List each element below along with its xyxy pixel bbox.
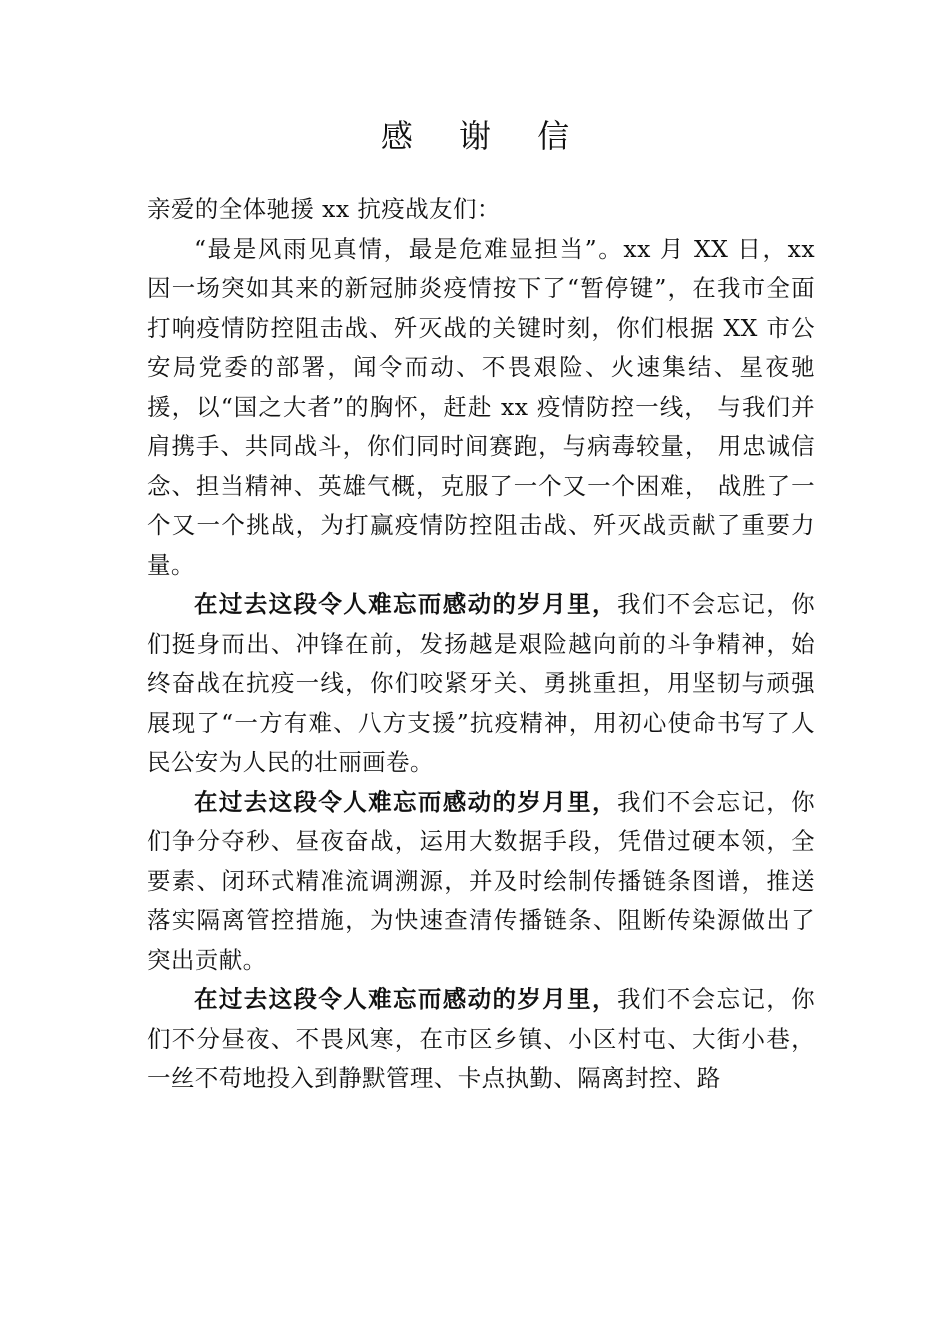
paragraph-2-text: 我们不会忘记，你们挺身而出、冲锋在前，发扬越是艰险越向前的斗争精神，始终奋战在抗疫一线，你们咬紧牙关、勇挑重担，用坚韧与顽强展现了“一方有难、八方支援”抗疫精神，用初心使命书写了人民公安为人民的壮丽画卷。 <box>147 590 815 776</box>
paragraph-2 <box>147 585 815 783</box>
salutation: 亲爱的全体驰援 xx 抗疫战友们： <box>147 195 501 223</box>
paragraph-3-text: 我们不会忘记，你们争分夺秒、昼夜奋战，运用大数据手段，凭借过硬本领，全要素、闭环式精准流调溯源，并及时绘制传播链条图谱，推送落实隔离管控措施，为快速查清传播链条、阻断传染源做出了突出贡献。 <box>147 787 815 974</box>
paragraph-1 <box>147 230 815 586</box>
paragraph-4-text: 我们不会忘记，你们不分昼夜、不畏风寒，在市区乡镇、小区村屯、大街小巷，一丝不苟地投入到静默管理、卡点执勤、隔离封控、路 <box>147 985 815 1092</box>
paragraph-4 <box>147 980 815 1099</box>
paragraph-4-lead: 在过去这段令人难忘而感动的岁月里， <box>194 985 617 1013</box>
paragraph-2-lead: 在过去这段令人难忘而感动的岁月里， <box>194 590 617 618</box>
letter-title: 感 谢 信 <box>380 117 588 155</box>
paragraph-1-text: “最是风雨见真情，最是危难显担当”。xx 月 XX 日，xx 因一场突如其来的新冠肺炎疫情按下了“暂停键”，在我市全面打响疫情防控阻击战、歼灭战的关键时刻，你们根据 XX 市公安局党委的部署，闻令而动、不畏艰险、火速集结、星夜驰援，以“国之大者”的胸怀，赶赴 xx 疫情防控一线， 与我们并肩携手、共同战斗，你们同时间赛跑，与病毒较量， 用忠诚信念、担当精神、英雄气概，克服了一个又一个困难， 战胜了一个又一个挑战，为打赢疫情防控阻击战、歼灭战贡献了重要力量。 <box>147 234 815 579</box>
paragraph-3 <box>147 783 815 981</box>
letter-body <box>147 190 815 1099</box>
paragraph-3-lead: 在过去这段令人难忘而感动的岁月里， <box>194 787 617 816</box>
